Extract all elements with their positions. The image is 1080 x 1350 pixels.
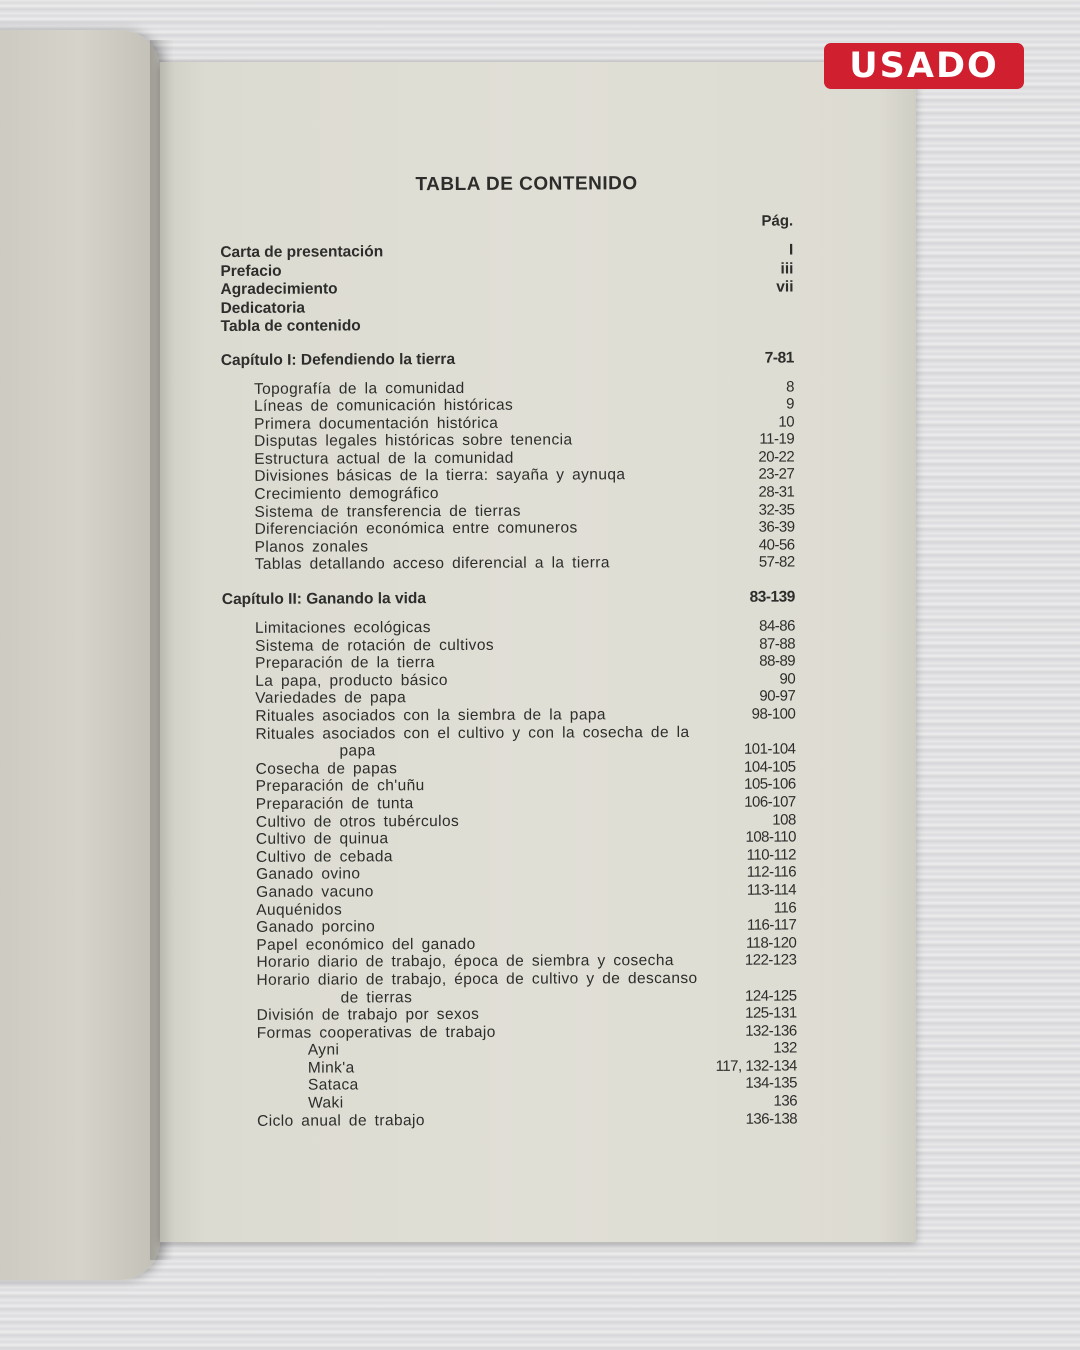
toc-entry-label: Carta de presentación (220, 243, 384, 261)
toc-entry-label: Limitaciones ecológicas (254, 619, 431, 637)
toc-entry-label-continuation: de tierras (340, 988, 413, 1006)
toc-entry-page: 106-107 (744, 793, 796, 811)
toc-entry-page: 98-100 (751, 705, 796, 723)
toc-entry (222, 723, 795, 761)
chapter-entries (221, 378, 795, 574)
toc-entry-page: 116-117 (746, 916, 797, 934)
toc-entry-label: Formas cooperativas de trabajo (256, 1023, 496, 1042)
toc-entry-label: Papel económico del ganado (256, 935, 476, 954)
toc-entry-label: Preparación de la tierra (255, 654, 435, 673)
toc-entry-page: 105-106 (744, 775, 796, 794)
toc-entry-label: Ganado ovino (256, 865, 361, 884)
toc-entry-page: 136 (773, 1092, 798, 1110)
front-matter-list (220, 241, 793, 336)
book-gutter-shadow (150, 40, 174, 1260)
toc-entry-label: Cultivo de cebada (255, 848, 393, 866)
toc-entry-label: Variedades de papa (255, 689, 407, 708)
toc-entry-page: 40-56 (758, 536, 795, 554)
toc-entry (220, 241, 793, 262)
toc-entry-page: 36-39 (758, 518, 795, 536)
table-of-contents (220, 172, 797, 1130)
toc-entry-label: Topografía de la comunidad (253, 379, 465, 398)
toc-entry-label: Sistema de rotación de cultivos (255, 636, 495, 655)
toc-entry-label: División de trabajo por sexos (256, 1005, 480, 1024)
left-page (0, 30, 160, 1280)
toc-entry-page: 23-27 (758, 465, 795, 484)
toc-entry-label: Primera documentación histórica (254, 414, 499, 433)
toc-entry-label: Agradecimiento (220, 280, 338, 298)
toc-entry-page: 136-138 (745, 1110, 798, 1128)
toc-entry-label: Horario diario de trabajo, época de siembra y cosecha (256, 952, 674, 972)
toc-entry-label-group (223, 970, 745, 1007)
toc-entry (224, 1110, 797, 1130)
toc-entry (223, 969, 796, 1007)
toc-entry (220, 278, 793, 299)
toc-entry-page: 110-112 (746, 846, 797, 864)
toc-entry-page: 108 (772, 811, 796, 829)
toc-entry-page: 88-89 (759, 652, 796, 670)
toc-entry-label: La papa, producto básico (255, 671, 448, 690)
toc-entry-page: 122-123 (744, 951, 797, 970)
toc-entry-page: 90 (779, 670, 796, 688)
toc-entry-page: 90-97 (759, 687, 796, 706)
toc-entry-page: 84-86 (759, 617, 796, 635)
chapter-entries (222, 618, 797, 1131)
toc-entry (222, 554, 795, 574)
toc-entry-label: Sistema de transferencia de tierras (254, 502, 521, 521)
toc-entry-page: 20-22 (758, 448, 795, 466)
toc-entry-page: I (788, 241, 794, 259)
toc-entry-page: 101-104 (743, 740, 796, 758)
toc-entry-label: Preparación de tunta (255, 795, 414, 813)
chapter-pages: 7-81 (764, 348, 794, 367)
toc-entry-label: Waki (308, 1094, 344, 1112)
toc-entry-page: 28-31 (758, 483, 795, 501)
chapter-title: Capítulo I: Defendiendo la tierra (220, 350, 456, 369)
toc-entry-page: 87-88 (759, 635, 796, 653)
toc-entry (221, 315, 794, 336)
toc-entry-page: 134-135 (745, 1074, 798, 1093)
toc-entry-page: vii (776, 278, 794, 296)
toc-entry-label: Rituales asociados con la siembra de la papa (255, 706, 606, 725)
toc-entry-label-continuation: papa (339, 742, 376, 760)
toc-entry-page: 116 (773, 899, 797, 917)
toc-entry-label: Sataca (307, 1076, 359, 1095)
toc-entry-page: 108-110 (745, 828, 796, 846)
toc-entry-label: Planos zonales (254, 538, 369, 556)
toc-entry-page: iii (780, 259, 794, 278)
toc-entry-label: Horario diario de trabajo, época de cultivo y de descanso (256, 969, 698, 989)
toc-entry-label: Rituales asociados con el cultivo y con la cosecha de la (255, 723, 690, 743)
chapter-heading (221, 348, 794, 371)
toc-entry-page: 57-82 (758, 553, 795, 572)
toc-entry-label: Preparación de ch'uñu (255, 777, 425, 796)
toc-entry-label: Cosecha de papas (255, 760, 398, 778)
toc-entry-page: 132 (773, 1039, 797, 1057)
toc-entry-label: Auquénidos (256, 901, 343, 919)
toc-entry-label: Diferenciación económica entre comuneros (254, 519, 578, 539)
toc-entry-page: 32-35 (758, 501, 795, 519)
toc-entry-label: Tablas detallando acceso diferencial a la tierra (254, 554, 610, 574)
toc-entry-page: 124-125 (744, 986, 797, 1005)
toc-entry-label: Estructura actual de la comunidad (254, 449, 514, 468)
toc-entry-label: Líneas de comunicación históricas (253, 396, 514, 415)
toc-entry-label: Cultivo de otros tubérculos (255, 812, 460, 831)
toc-entry-label: Disputas legales históricas sobre tenencia (254, 431, 573, 451)
toc-title: TABLA DE CONTENIDO (415, 173, 638, 196)
toc-entry-page: 8 (786, 377, 794, 396)
toc-entry-page: 10 (778, 413, 795, 431)
toc-entry-label: Dedicatoria (220, 299, 306, 317)
toc-entry-label: Divisiones básicas de la tierra: sayaña y aynuqa (254, 466, 626, 486)
toc-entry-page: 117, 132-134 (715, 1057, 797, 1075)
toc-entry-label: Crecimiento demográfico (254, 485, 439, 503)
toc-entry-label: Tabla de contenido (220, 317, 361, 335)
chapter-title: Capítulo II: Ganando la vida (221, 590, 426, 609)
chapter-pages: 83-139 (749, 588, 795, 606)
chapter-heading (222, 588, 795, 611)
toc-entry-label: Mink'a (307, 1059, 355, 1077)
toc-entry-page: 118-120 (745, 934, 797, 952)
used-badge: USADO (824, 43, 1024, 89)
toc-entry-page: 113-114 (746, 881, 797, 899)
toc-entry (220, 260, 793, 281)
toc-entry-page: 125-131 (745, 1004, 797, 1022)
toc-entry (221, 297, 794, 318)
toc-entry-page: 9 (786, 395, 795, 413)
toc-entry-page: 11-19 (759, 430, 795, 448)
toc-entry-label-group (222, 723, 744, 760)
toc-entry-label: Ayni (307, 1041, 340, 1059)
toc-entry-label: Ciclo anual de trabajo (257, 1111, 425, 1130)
toc-entry-label: Cultivo de quinua (255, 830, 389, 849)
page-column-header: Pág. (761, 212, 794, 230)
toc-entry-page: 112-116 (746, 863, 797, 882)
toc-entry-label: Prefacio (220, 262, 282, 280)
toc-entry-page: 132-136 (745, 1022, 797, 1040)
toc-entry-page: 104-105 (743, 758, 796, 776)
toc-entry-label: Ganado porcino (256, 918, 376, 936)
toc-entry-label: Ganado vacuno (256, 883, 374, 901)
